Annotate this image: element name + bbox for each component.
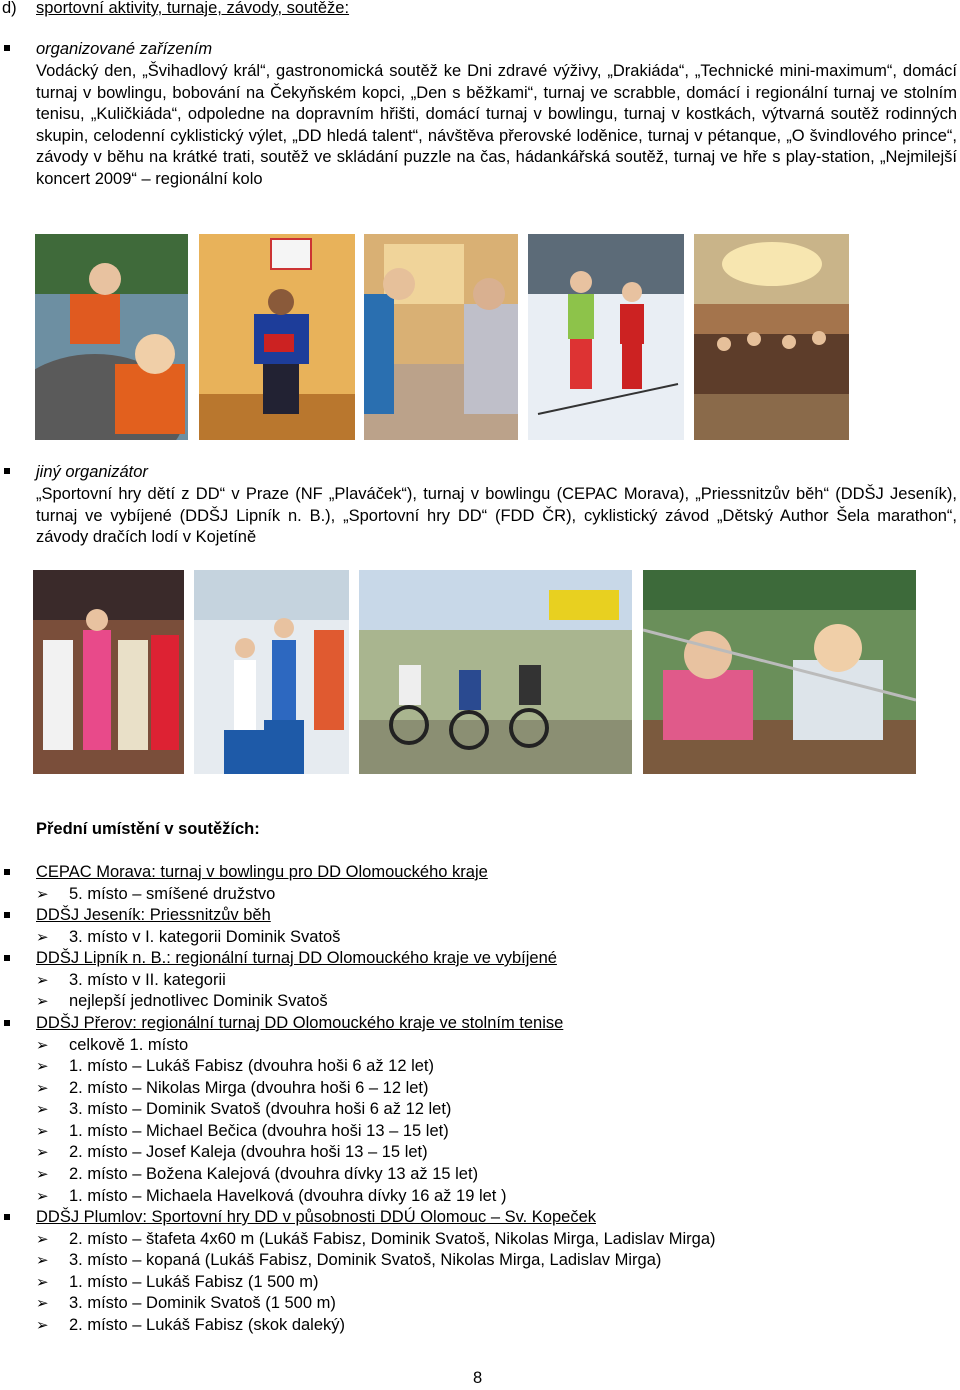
arrow-icon: ➢ — [36, 1080, 49, 1097]
result-item: nejlepší jednotlivec Dominik Svatoš — [69, 992, 328, 1010]
arrow-icon: ➢ — [36, 1037, 49, 1054]
result-item: 1. místo – Michaela Havelková (dvouhra dívky 16 až 19 let ) — [69, 1187, 507, 1205]
result-event: DDŠJ Lipník n. B.: regionální turnaj DD Olomouckého kraje ve vybíjené — [36, 949, 557, 967]
arrow-icon: ➢ — [36, 1101, 49, 1118]
organized-heading: organizované zařízením — [36, 40, 213, 58]
arrow-icon: ➢ — [36, 1144, 49, 1161]
arrow-icon: ➢ — [36, 993, 49, 1010]
other-heading: jiný organizátor — [36, 463, 148, 481]
arrow-icon: ➢ — [36, 1166, 49, 1183]
photo-canoe-kids — [35, 234, 188, 440]
arrow-icon: ➢ — [36, 1317, 49, 1334]
photo-podium — [194, 570, 349, 774]
result-item: 3. místo – Dominik Svatoš (1 500 m) — [69, 1294, 336, 1312]
bullet-icon — [4, 1020, 10, 1026]
photo-skiing-kids — [528, 234, 684, 440]
arrow-icon: ➢ — [36, 1252, 49, 1269]
photo-craft-table — [364, 234, 518, 440]
result-event: DDŠJ Plumlov: Sportovní hry DD v působnosti DDÚ Olomouc – Sv. Kopeček — [36, 1208, 596, 1226]
result-item: 3. místo – Dominik Svatoš (dvouhra hoši 6 až 12 let) — [69, 1100, 452, 1118]
arrow-icon: ➢ — [36, 972, 49, 989]
bullet-icon — [4, 468, 10, 474]
result-item: 2. místo – Božena Kalejová (dvouhra dívky 13 až 15 let) — [69, 1165, 479, 1183]
photo-bowling — [33, 570, 184, 774]
arrow-icon: ➢ — [36, 1231, 49, 1248]
result-item: 2. místo – štafeta 4x60 m (Lukáš Fabisz, Dominik Svatoš, Nikolas Mirga, Ladislav Mirga) — [69, 1230, 716, 1248]
photo-dragon-boat — [643, 570, 916, 774]
arrow-icon: ➢ — [36, 1058, 49, 1075]
arrow-icon: ➢ — [36, 929, 49, 946]
result-item: 3. místo v II. kategorii — [69, 971, 226, 989]
result-item: 1. místo – Lukáš Fabisz (dvouhra hoši 6 až 12 let) — [69, 1057, 435, 1075]
result-event: DDŠJ Jeseník: Priessnitzův běh — [36, 906, 271, 924]
organized-text: Vodácký den, „Švihadlový král“, gastronomická soutěž ke Dni zdravé výživy, „Drakiáda“, „Technické mini-maximum“, domácí turnaj v bowlingu, bobování na Čekyňském kopci, „Den s běžkami“, turnaj ve scrabble, domácí i regionální turnaj ve stolním tenisu, „Kuličkiáda“, odpoledne na dopravním hřišti, domácí turnaj v bowlingu, turnaj v kostkách, výtvarná soutěž rodinných skupin, celodenní cyklistický výlet, „DD hledá talent“, návštěva přerovské loděnice, turnaj v pétanque, „O švindlového prince“, závody v běhu na krátké trati, soutěž ve skládání puzzle na čas, hádankářská soutěž, turnaj ve hře s play-station, „Nejmilejší koncert 2009“ – regionální kolo — [36, 62, 957, 188]
photo-dance-hall — [694, 234, 849, 440]
bullet-icon — [4, 912, 10, 918]
arrow-icon: ➢ — [36, 1295, 49, 1312]
result-item: 2. místo – Lukáš Fabisz (skok daleký) — [69, 1316, 346, 1334]
other-text: „Sportovní hry dětí z DD“ v Praze (NF „Plaváček“), turnaj v bowlingu (CEPAC Morava), „Priessnitzův běh“ (DDŠJ Jeseník), turnaj ve vybíjené (DDŠJ Lipník n. B.), „Sportovní hry DD“ (FDD ČR), cyklistický závod „Dětský Author Šela marathon“, závody dračích lodí v Kojetíně — [36, 485, 957, 547]
page-number: 8 — [473, 1369, 483, 1387]
result-item: 3. místo v I. kategorii Dominik Svatoš — [69, 928, 341, 946]
arrow-icon: ➢ — [36, 886, 49, 903]
section-marker: d) — [2, 0, 17, 17]
result-item: 2. místo – Nikolas Mirga (dvouhra hoši 6 – 12 let) — [69, 1079, 429, 1097]
section-title: sportovní aktivity, turnaje, závody, soutěže: — [36, 0, 350, 17]
arrow-icon: ➢ — [36, 1123, 49, 1140]
result-item: 2. místo – Josef Kaleja (dvouhra hoši 13 – 15 let) — [69, 1143, 428, 1161]
bullet-icon — [4, 869, 10, 875]
result-item: 1. místo – Lukáš Fabisz (1 500 m) — [69, 1273, 319, 1291]
arrow-icon: ➢ — [36, 1188, 49, 1205]
bullet-icon — [4, 1214, 10, 1220]
bullet-icon — [4, 955, 10, 961]
result-item: 5. místo – smíšené družstvo — [69, 885, 276, 903]
result-item: 3. místo – kopaná (Lukáš Fabisz, Dominik Svatoš, Nikolas Mirga, Ladislav Mirga) — [69, 1251, 662, 1269]
result-event: CEPAC Morava: turnaj v bowlingu pro DD Olomouckého kraje — [36, 863, 488, 881]
result-item: celkově 1. místo — [69, 1036, 189, 1054]
photo-jump-rope — [199, 234, 355, 440]
results-heading: Přední umístění v soutěžích: — [36, 820, 260, 838]
bullet-icon — [4, 45, 10, 51]
arrow-icon: ➢ — [36, 1274, 49, 1291]
photo-cyclists — [359, 570, 632, 774]
result-item: 1. místo – Michael Bečica (dvouhra hoši 13 – 15 let) — [69, 1122, 449, 1140]
result-event: DDŠJ Přerov: regionální turnaj DD Olomouckého kraje ve stolním tenise — [36, 1014, 564, 1032]
